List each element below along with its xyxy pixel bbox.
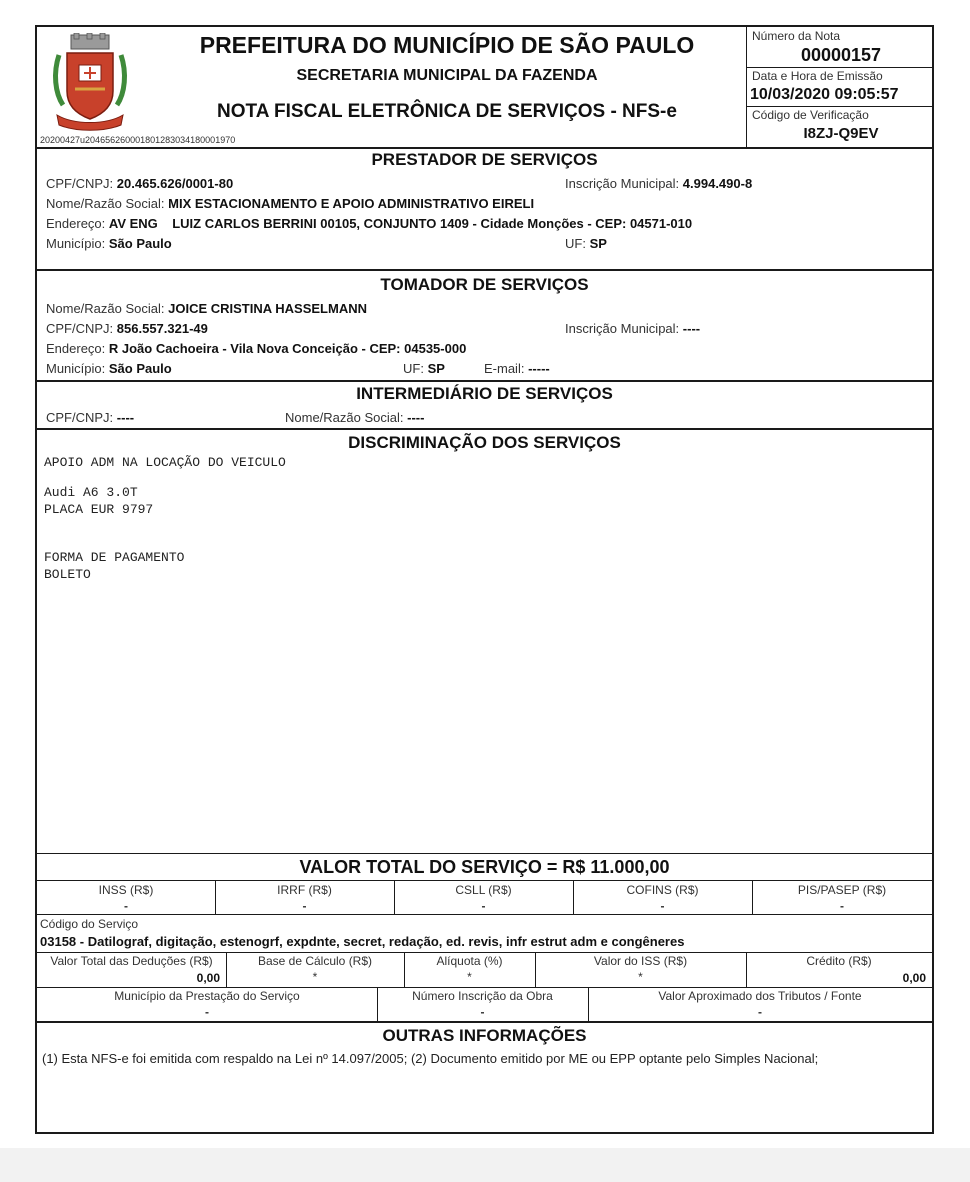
outras-informacoes-title: OUTRAS INFORMAÇÕES <box>382 1026 587 1045</box>
nfse-frame <box>35 25 934 1134</box>
discriminacao-title: DISCRIMINAÇÃO DOS SERVIÇOS <box>348 433 621 452</box>
tributos-fonte-value: - <box>758 1005 762 1019</box>
tomador-inscricao: Inscrição Municipal: ---- <box>565 321 701 336</box>
tomador-municipio: Município: São Paulo <box>46 361 172 376</box>
prestador-inscricao: Inscrição Municipal: 4.994.490-8 <box>565 176 753 191</box>
inscricao-obra-label: Número Inscrição da Obra <box>412 989 553 1003</box>
sao-paulo-crest-icon <box>49 33 131 133</box>
intermediario-title: INTERMEDIÁRIO DE SERVIÇOS <box>356 384 613 403</box>
aliquota-label: Alíquota (%) <box>436 954 503 968</box>
data-emissao-label: Data e Hora de Emissão <box>752 69 883 83</box>
codigo-verificacao-label: Código de Verificação <box>752 108 869 122</box>
codigo-verificacao-value: I8ZJ-Q9EV <box>803 125 879 142</box>
valor-iss-value: * <box>638 970 643 984</box>
cofins-label: COFINS (R$) <box>626 883 699 897</box>
tomador-endereco: Endereço: R João Cachoeira - Vila Nova Conceição - CEP: 04535-000 <box>46 341 467 356</box>
discriminacao-line: Audi A6 3.0T <box>44 485 138 500</box>
prestador-endereco: Endereço: AV ENG LUIZ CARLOS BERRINI 00105, CONJUNTO 1409 - Cidade Monções - CEP: 04571-010 <box>46 216 693 231</box>
tomador-email: E-mail: ----- <box>484 361 550 376</box>
municipio-prestacao-value: - <box>205 1005 209 1019</box>
base-calculo-label: Base de Cálculo (R$) <box>257 954 373 968</box>
prestador-uf: UF: SP <box>565 236 607 251</box>
barcode-number: 20200427u204656260001801283034180001970 <box>40 135 236 145</box>
discriminacao-line: APOIO ADM NA LOCAÇÃO DO VEICULO <box>44 455 286 470</box>
prestador-nome: Nome/Razão Social: MIX ESTACIONAMENTO E APOIO ADMINISTRATIVO EIRELI <box>46 196 535 211</box>
discriminacao-line: PLACA EUR 9797 <box>44 502 154 517</box>
inss-label: INSS (R$) <box>98 883 154 897</box>
tomador-uf: UF: SP <box>403 361 445 376</box>
credito-label: Crédito (R$) <box>806 954 872 968</box>
intermediario-cpf: CPF/CNPJ: ---- <box>46 410 135 425</box>
pis-label: PIS/PASEP (R$) <box>797 883 887 897</box>
prestador-cnpj: CPF/CNPJ: 20.465.626/0001-80 <box>46 176 234 191</box>
numero-nota-value: 00000157 <box>800 45 882 65</box>
tomador-nome: Nome/Razão Social: JOICE CRISTINA HASSELMANN <box>46 301 367 316</box>
numero-nota-label: Número da Nota <box>752 29 841 43</box>
csll-label: CSLL (R$) <box>455 883 512 897</box>
tributos-fonte-label: Valor Aproximado dos Tributos / Fonte <box>658 989 862 1003</box>
credito-value: 0,00 <box>902 971 926 985</box>
outras-informacoes-text: (1) Esta NFS-e foi emitida com respaldo na Lei nº 14.097/2005; (2) Documento emitido por ME ou EPP optante pelo Simples Nacional; <box>42 1051 819 1066</box>
cofins-value: - <box>660 899 665 913</box>
deducoes-label: Valor Total das Deduções (R$) <box>50 954 213 968</box>
tomador-cpf: CPF/CNPJ: 856.557.321-49 <box>46 321 208 336</box>
inss-value: - <box>124 899 128 913</box>
data-emissao-value: 10/03/2020 09:05:57 <box>750 86 899 103</box>
aliquota-value: * <box>467 970 472 984</box>
base-calculo-value: * <box>312 970 318 984</box>
discriminacao-line: FORMA DE PAGAMENTO <box>44 550 185 565</box>
municipality-title: PREFEITURA DO MUNICÍPIO DE SÃO PAULO <box>199 32 695 58</box>
csll-value: - <box>481 899 486 913</box>
intermediario-nome: Nome/Razão Social: ---- <box>285 410 425 425</box>
deducoes-value: 0,00 <box>196 971 220 985</box>
prestador-municipio: Município: São Paulo <box>46 236 172 251</box>
irrf-label: IRRF (R$) <box>277 883 332 897</box>
codigo-servico-value: 03158 - Datilograf, digitação, estenogrf, expdnte, secret, redação, ed. revis, infr estrut adm e congêneres <box>40 934 685 949</box>
tomador-title: TOMADOR DE SERVIÇOS <box>380 275 589 294</box>
valor-total: VALOR TOTAL DO SERVIÇO = R$ 11.000,00 <box>299 857 670 877</box>
codigo-servico-label: Código do Serviço <box>40 917 139 931</box>
document-title: NOTA FISCAL ELETRÔNICA DE SERVIÇOS - NFS-e <box>217 101 677 122</box>
inscricao-obra-value: - <box>480 1005 485 1019</box>
prestador-title: PRESTADOR DE SERVIÇOS <box>371 150 598 169</box>
pis-value: - <box>840 899 844 913</box>
municipio-prestacao-label: Município da Prestação do Serviço <box>114 989 300 1003</box>
irrf-value: - <box>302 899 307 913</box>
discriminacao-line: BOLETO <box>44 567 91 582</box>
valor-iss-label: Valor do ISS (R$) <box>593 954 688 968</box>
secretariat-title: SECRETARIA MUNICIPAL DA FAZENDA <box>296 67 598 84</box>
